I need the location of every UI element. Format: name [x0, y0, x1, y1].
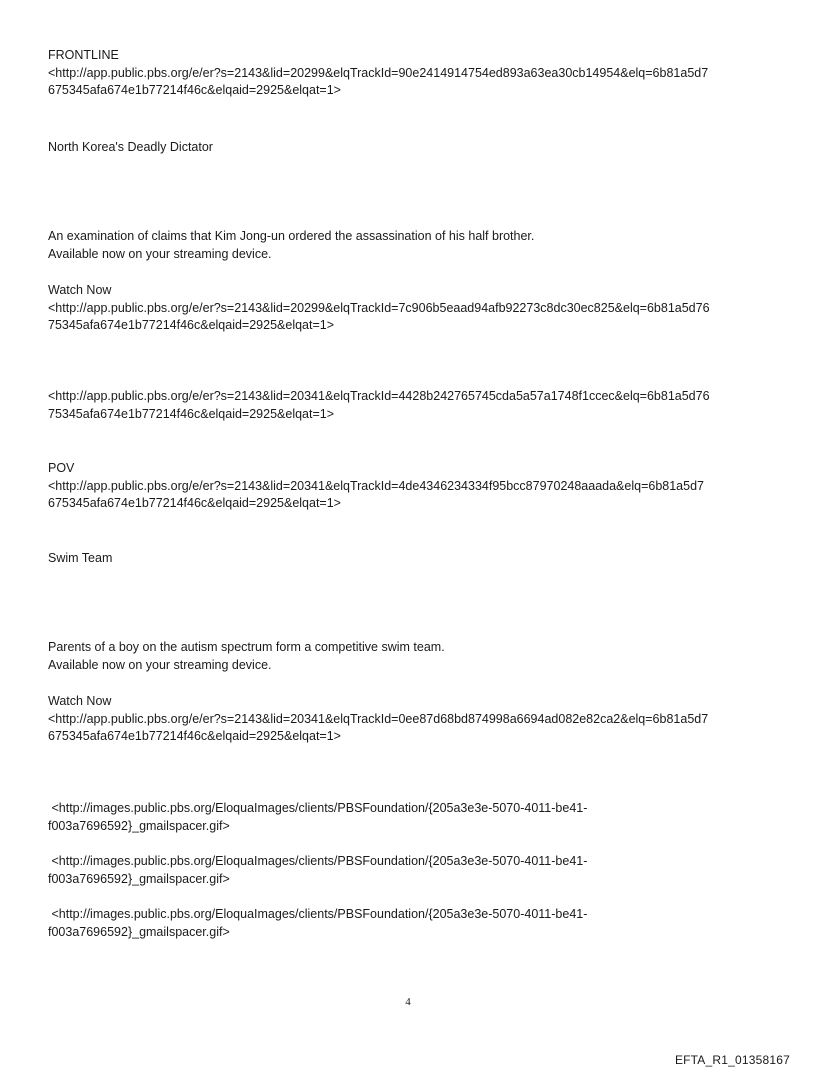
- frontline-section: [48, 47, 788, 100]
- image-link-1-line-2[interactable]: f003a7696592}_gmailspacer.gif>: [48, 818, 230, 833]
- pov-watch-link-line-1[interactable]: <http://app.public.pbs.org/e/er?s=2143&lid=20341&elqTrackId=0ee87d68bd874998a6694ad082e82ca2&elq=6b81a5d7: [48, 711, 709, 726]
- frontline-title: North Korea's Deadly Dictator: [48, 140, 213, 154]
- image-link-3-line-2[interactable]: f003a7696592}_gmailspacer.gif>: [48, 924, 230, 939]
- frontline-watch-block: [48, 282, 788, 335]
- frontline-watch-link-line-2[interactable]: 75345afa674e1b77214f46c&elqaid=2925&elqat=1>: [48, 318, 335, 332]
- image-link-2: [48, 853, 788, 888]
- image-link-3: [48, 906, 788, 941]
- pov-desc-line-2: Available now on your streaming device.: [48, 657, 272, 672]
- image-link-2-line-1[interactable]: <http://images.public.pbs.org/EloquaImages/clients/PBSFoundation/{205a3e3e-5070-4011-be41-: [48, 854, 588, 868]
- frontline-label: FRONTLINE: [48, 48, 119, 62]
- frontline-desc-line-1: An examination of claims that Kim Jong-un ordered the assassination of his half brother.: [48, 229, 535, 243]
- pov-section: [48, 460, 788, 513]
- pov-watch-link-line-2[interactable]: 675345afa674e1b77214f46c&elqaid=2925&elqat=1>: [48, 729, 341, 743]
- pov-link-line-1[interactable]: <http://app.public.pbs.org/e/er?s=2143&lid=20341&elqTrackId=4de4346234334f95bcc87970248aaada&elq=6b81a5d7: [48, 478, 704, 493]
- image-link-2-line-2[interactable]: f003a7696592}_gmailspacer.gif>: [48, 871, 230, 886]
- spacer-link-line-1[interactable]: <http://app.public.pbs.org/e/er?s=2143&lid=20341&elqTrackId=4428b242765745cda5a57a1748f1ccec&elq=6b81a5d76: [48, 389, 710, 403]
- frontline-watch-now[interactable]: Watch Now: [48, 283, 112, 297]
- image-link-1-line-1[interactable]: <http://images.public.pbs.org/EloquaImages/clients/PBSFoundation/{205a3e3e-5070-4011-be41-: [48, 801, 588, 815]
- pov-title-block: [48, 550, 788, 568]
- pov-title: Swim Team: [48, 551, 113, 565]
- pov-description: [48, 639, 788, 674]
- frontline-title-block: [48, 139, 788, 157]
- pov-watch-block: [48, 693, 788, 746]
- pov-label: POV: [48, 461, 75, 475]
- pov-watch-now[interactable]: Watch Now: [48, 694, 112, 708]
- frontline-watch-link-line-1[interactable]: <http://app.public.pbs.org/e/er?s=2143&lid=20299&elqTrackId=7c906b5eaad94afb92273c8dc30ec825&elq=6b81a5d76: [48, 300, 710, 315]
- pov-link-line-2[interactable]: 675345afa674e1b77214f46c&elqaid=2925&elqat=1>: [48, 496, 341, 510]
- frontline-link-line-2[interactable]: 675345afa674e1b77214f46c&elqaid=2925&elqat=1>: [48, 83, 341, 97]
- spacer-link-line-2[interactable]: 75345afa674e1b77214f46c&elqaid=2925&elqat=1>: [48, 406, 335, 421]
- page-number: 4: [405, 996, 411, 1008]
- document-id: EFTA_R1_01358167: [674, 1053, 790, 1067]
- spacer-link-block: [48, 388, 788, 423]
- image-link-1: [48, 800, 788, 835]
- pov-desc-line-1: Parents of a boy on the autism spectrum form a competitive swim team.: [48, 640, 445, 654]
- frontline-link-line-1[interactable]: <http://app.public.pbs.org/e/er?s=2143&lid=20299&elqTrackId=90e2414914754ed893a63ea30cb14954&elq=6b81a5d7: [48, 65, 709, 80]
- image-link-3-line-1[interactable]: <http://images.public.pbs.org/EloquaImages/clients/PBSFoundation/{205a3e3e-5070-4011-be41-: [48, 907, 588, 921]
- frontline-desc-line-2: Available now on your streaming device.: [48, 246, 272, 261]
- frontline-description: [48, 228, 788, 263]
